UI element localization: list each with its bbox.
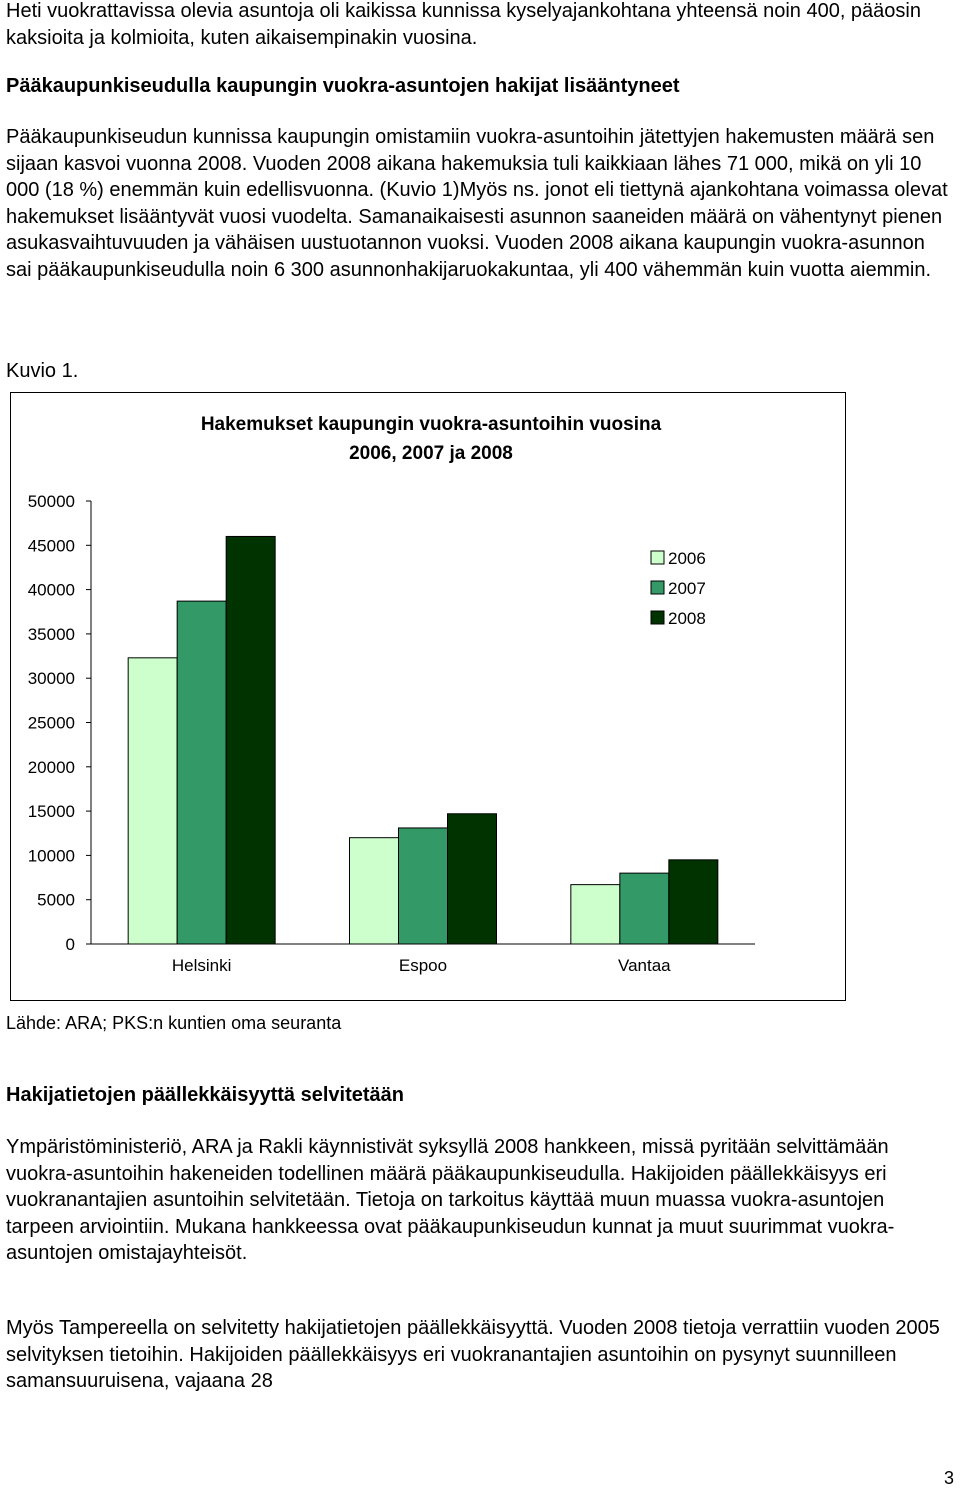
legend-label: 2006 xyxy=(668,549,706,568)
bar-vantaa-2008 xyxy=(669,860,718,944)
y-tick-label: 30000 xyxy=(27,669,75,689)
y-tick-label: 5000 xyxy=(37,890,75,910)
legend-label: 2007 xyxy=(668,579,706,598)
bar-helsinki-2006 xyxy=(128,658,177,944)
bar-espoo-2008 xyxy=(448,814,497,944)
body-paragraph-3: Myös Tampereella on selvitetty hakijatietojen päällekkäisyyttä. Vuoden 2008 tietoja verrattiin vuoden 2005 selvityksen tietoihin. Hakijoiden päällekkäisyys eri vuokranantajien asuntoihin on pysynyt suunnilleen samansuuruisena, vajaana 28 xyxy=(6,1317,940,1392)
bar-vantaa-2007 xyxy=(620,873,669,944)
chart-title: Hakemukset kaupungin vuokra-asuntoihin vuosina xyxy=(200,414,662,435)
x-category-label: Vantaa xyxy=(618,956,671,975)
intro-paragraph: Heti vuokrattavissa olevia asuntoja oli kaikissa kunnissa kyselyajankohtana yhteensä noin 400, pääosin kaksioita ja kolmioita, kuten aikaisempinakin vuosina. xyxy=(6,0,921,49)
figure-label: Kuvio 1. xyxy=(6,360,79,382)
bar-vantaa-2006 xyxy=(571,885,620,944)
page-number: 3 xyxy=(943,1468,954,1488)
section-heading-2: Hakijatietojen päällekkäisyyttä selvitetään xyxy=(6,1084,404,1106)
y-tick-label: 45000 xyxy=(27,536,75,556)
y-tick-label: 25000 xyxy=(27,713,75,733)
bar-espoo-2007 xyxy=(399,828,448,944)
section-heading: Pääkaupunkiseudulla kaupungin vuokra-asuntojen hakijat lisääntyneet xyxy=(6,75,680,97)
y-tick-label: 10000 xyxy=(27,846,75,866)
bar-chart xyxy=(11,393,847,1002)
chart-subtitle: 2006, 2007 ja 2008 xyxy=(349,443,513,464)
legend-swatch-2008 xyxy=(651,611,664,624)
x-category-label: Espoo xyxy=(398,956,448,975)
legend-label: 2008 xyxy=(668,609,706,628)
bar-espoo-2006 xyxy=(350,838,399,944)
legend-swatch-2007 xyxy=(651,581,664,594)
y-tick-label: 50000 xyxy=(27,492,75,511)
y-tick-label: 15000 xyxy=(27,802,75,822)
chart-frame xyxy=(10,392,846,1001)
chart-source: Lähde: ARA; PKS:n kuntien oma seuranta xyxy=(6,1013,342,1033)
y-tick-label: 35000 xyxy=(27,624,75,644)
bar-helsinki-2007 xyxy=(177,601,226,944)
body-paragraph: Pääkaupunkiseudun kunnissa kaupungin omistamiin vuokra-asuntoihin jätettyjen hakemusten määrä sen sijaan kasvoi vuonna 2008. Vuoden 2008 aikana hakemuksia tuli kaikkiaan lähes 71 000, mikä on yli 10 000 (18 %) enemmän kuin edellisvuonna. (Kuvio 1)Myös ns. jonot eli tiettynä ajankohtana voimassa olevat hakemukset lisääntyvät vuosi vuodelta. Samanaikaisesti asunnon saaneiden määrä on vähentynyt pienen asukasvaihtuvuuden ja vähäisen uustuotannon vuoksi. Vuoden 2008 aikana kaupungin vuokra-asunnon sai pääkaupunkiseudulla noin 6 300 asunnonhakijaruokakuntaa, yli 400 vähemmän kuin vuotta aiemmin. xyxy=(6,126,948,281)
y-tick-label: 20000 xyxy=(27,757,75,777)
y-tick-label: 40000 xyxy=(27,580,75,600)
x-category-label: Helsinki xyxy=(171,956,232,975)
y-tick-label: 0 xyxy=(65,935,75,954)
bar-helsinki-2008 xyxy=(226,536,275,944)
body-paragraph-2: Ympäristöministeriö, ARA ja Rakli käynnistivät syksyllä 2008 hankkeen, missä pyritään selvittämään vuokra-asuntoihin hakeneiden todellinen määrä pääkaupunkiseudulla. Hakijoiden päällekkäisyys eri vuokranantajien asuntoihin selvitetään. Tietoja on tarkoitus käyttää muun muassa vuokra-asuntojen tarpeen arviointiin. Mukana hankkeessa ovat pääkaupunkiseudun kunnat ja muut suurimmat vuokra-asuntojen omistajayhteisöt. xyxy=(6,1136,895,1264)
legend-swatch-2006 xyxy=(651,551,664,564)
